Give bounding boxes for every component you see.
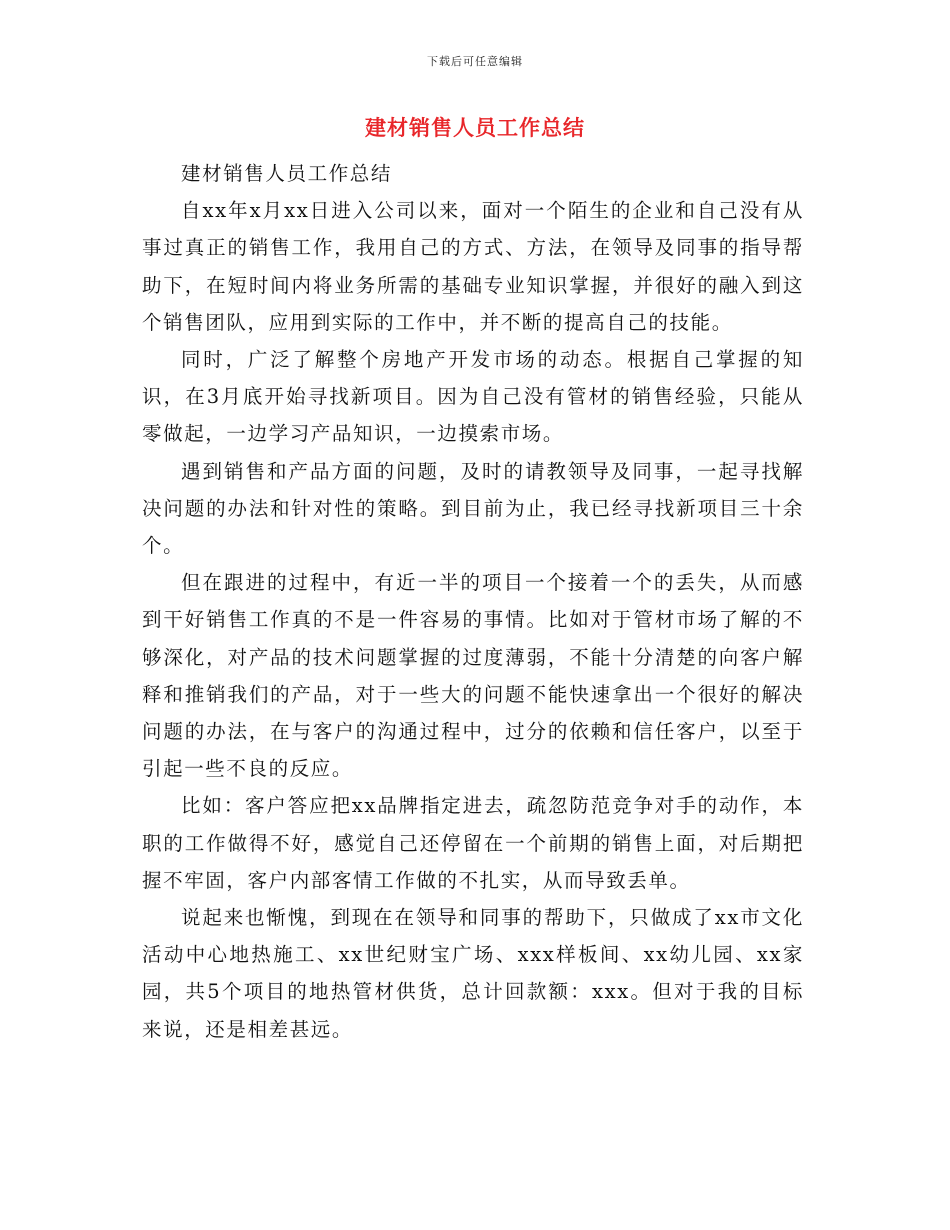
paragraph-subtitle: 建材销售人员工作总结 [181, 162, 393, 185]
document-title: 建材销售人员工作总结 [365, 115, 585, 140]
paragraph: 遇到销售和产品方面的问题，及时的请教领导及同事，一起寻找解决问题的办法和针对性的策略。到目前为止，我已经寻找新项目三十余个。 [142, 459, 804, 558]
paragraph: 但在跟进的过程中，有近一半的项目一个接着一个的丢失，从而感到干好销售工作真的不是一件容易的事情。比如对于管材市场了解的不够深化，对产品的技术问题掌握的过度薄弱，不能十分清楚的向客户解释和推销我们的产品，对于一些大的问题不能快速拿出一个很好的解决问题的办法，在与客户的沟通过程中，过分的依赖和信任客户，以至于引起一些不良的反应。 [142, 571, 804, 781]
document-body [142, 155, 804, 1048]
header-note: 下载后可任意编辑 [427, 55, 523, 68]
paragraph: 同时，广泛了解整个房地产开发市场的动态。根据自己掌握的知识，在3月底开始寻找新项目。因为自己没有管材的销售经验，只能从零做起，一边学习产品知识，一边摸索市场。 [142, 348, 804, 446]
paragraph: 说起来也惭愧，到现在在领导和同事的帮助下，只做成了xx市文化活动中心地热施工、xx世纪财宝广场、xxx样板间、xx幼儿园、xx家园，共5个项目的地热管材供货，总计回款额：xxx。但对于我的目标来说，还是相差甚远。 [142, 906, 804, 1041]
paragraph: 比如：客户答应把xx品牌指定进去，疏忽防范竞争对手的动作，本职的工作做得不好，感觉自己还停留在一个前期的销售上面，对后期把握不牢固，客户内部客情工作做的不扎实，从而导致丢单。 [142, 794, 804, 892]
paragraph: 自xx年x月xx日进入公司以来，面对一个陌生的企业和自己没有从事过真正的销售工作，我用自己的方式、方法，在领导及同事的指导帮助下，在短时间内将业务所需的基础专业知识掌握，并很好的融入到这个销售团队，应用到实际的工作中，并不断的提高自己的技能。 [142, 199, 804, 334]
